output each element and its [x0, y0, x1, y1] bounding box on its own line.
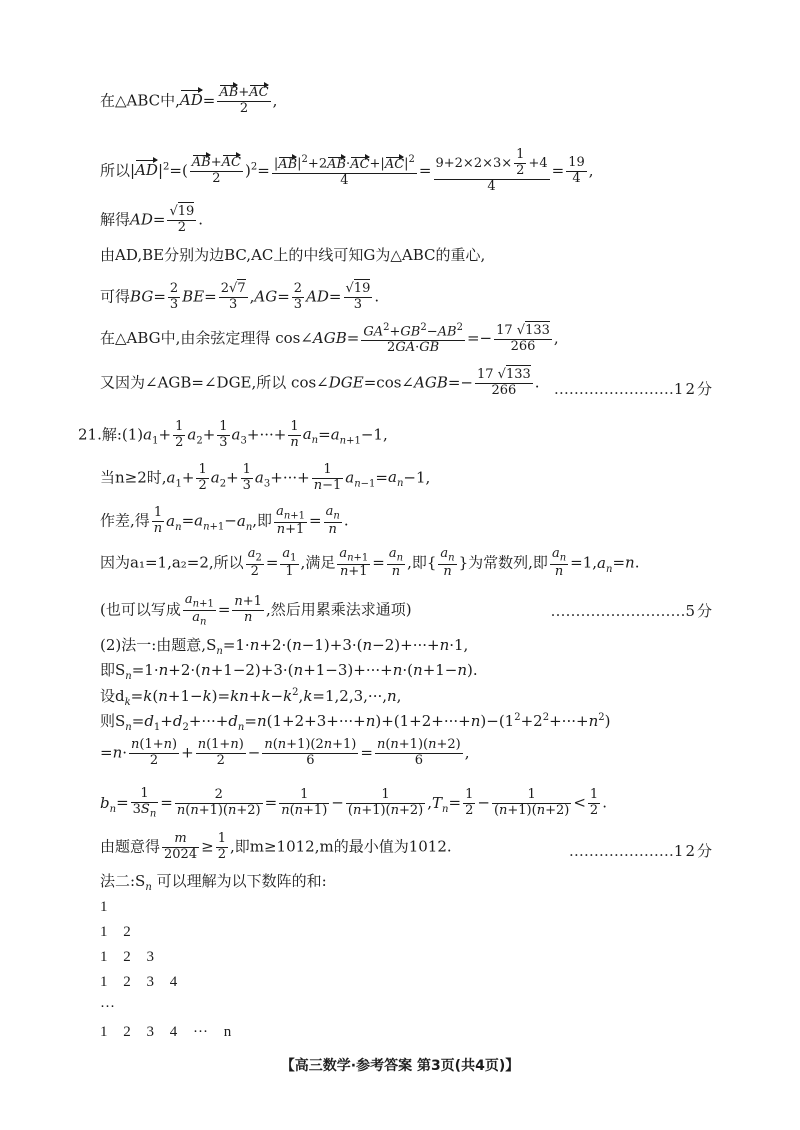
text: 因为a₁=1,a₂=2,所以: [100, 553, 244, 572]
line-cos-dge: 又因为∠AGB=∠DGE,所以 cos∠DGE=cos∠AGB=− $\frac{17 √ 133}{266}$ .: [100, 368, 540, 399]
line-method-one: (2)法一:由题意$,S_n=1\cdot n+2\cdot(n-1)+3\cdot(n-2)+\cdot\cdot\cdot+n\cdot 1$,: [100, 636, 469, 657]
text: 法二:S: [100, 872, 146, 890]
text: 9+2×2×3×: [435, 155, 513, 171]
text: 设d: [100, 687, 125, 705]
text: 所以: [100, 161, 131, 180]
line-dk: 设$d_k=k(n+1-k)=kn+k-k^2,k=1,2,3,\cdot\cdot\cdot,n$,: [100, 687, 402, 708]
text: 可以理解为以下数阵的和:: [156, 872, 327, 890]
text: 即S: [100, 661, 126, 679]
text: ,然后用累乘法求通项): [265, 600, 412, 619]
line-n-geq-2: 当n≥2时$,a_1+$ $\frac{1}{2}$ $a_2+$ $\frac{1}{3}$ $a_3+\cdot\cdot\cdot+$ $\frac{1}{n-1}$ $a_{n-1}=a_n-1$,: [100, 462, 431, 493]
text: 又因为∠AGB=∠DGE,所以: [100, 373, 287, 392]
matrix-row: ···: [100, 999, 115, 1015]
text: 5分: [685, 602, 714, 620]
line-sn-sum: 则$S_n=d_1+d_2+\cdot\cdot\cdot+d_n=n(1+2+3+\cdot\cdot\cdot+n)+(1+2+\cdot\cdot\cdot+n)-(1^2+2^2+\cdot\cdot\cdot+n^2)$: [100, 712, 611, 733]
line-bn-tn: $b_n=$ $\frac{1}{3S_n}$ = $\frac{2}{n(n+1)(n+2)}$ = $\frac{1}{n(n+1)}$ − $\frac{1}{(n+1)(n+2)}$ $,T_n=$ $\frac{1}{2}$ − $\frac{1}{(n+1)(n+2)}$ < $\frac{1}{2}$ .: [100, 786, 607, 820]
matrix-row: 1 2 3: [100, 949, 154, 965]
line-method-two: 法二$:S_n$ 可以理解为以下数阵的和:: [100, 872, 327, 893]
text: 在△ABC中,: [100, 91, 180, 110]
line-q21-start: 21.解$:(1)a_1+$ $\frac{1}{2}$ $a_2+$ $\frac{1}{3}$ $a_3+\cdot\cdot\cdot+$ $\frac{1}{n}$ $a_n=a_{n+1}-1$,: [78, 419, 388, 450]
matrix-row: 1 2 3 4 ··· n: [100, 1024, 232, 1040]
text: (2)法一:由题意,S: [100, 636, 217, 654]
text: 则S: [100, 712, 126, 730]
text: 12分: [673, 842, 714, 860]
matrix-row: 1: [100, 899, 108, 915]
text: 21.解:(1): [78, 425, 144, 444]
line-constant-sequence: 因为a₁=1,a₂=2,所以 $\frac{a_2}{2}$ = $\frac{a_1}{1}$ ,满足 $\frac{a_{n+1}}{n+1}$ = $\frac{a_n}{n}$ ,即{ $\frac{a_n}{n}$ }为常数列,即 $\frac{a_n}{n}$ $=1,a_n=n$.: [100, 546, 640, 580]
line-vector-ad: 在△ABC中,AD= $\frac{AB+AC}{2}$ ,: [100, 85, 278, 116]
matrix-row: 1 2 3 4: [100, 974, 178, 990]
line-sn-closed: =n· $\frac{n(1+n)}{2}$ + $\frac{n(1+n)}{2}$ − $\frac{n(n+1)(2n+1)}{6}$ = $\frac{n(n+1)(n+2)}{6}$ ,: [100, 737, 470, 768]
text: ,即m≥1012,m的最小值为1012.: [229, 837, 452, 856]
score-marker: ……………………12分: [553, 380, 714, 398]
line-cosine-law: 在△ABG中,由余弦定理得 cos∠AGB= $\frac{GA^2+GB^2-AB^2}{2GA\cdot GB}$ =− $\frac{17 √ 133}{266}$ ,: [100, 322, 559, 356]
line-ad-squared: 所以$|AD|^2=$( $\frac{AB+AC}{2}$ )$^2$= $\frac{|AB|^2+2AB\cdot AC+|AC|^2}{4}$ = 9+2×2×3× $\frac{1}{2}$ +4 4 = $\frac{19}{4}$ ,: [100, 147, 594, 194]
text: 当n≥2时,: [100, 468, 167, 487]
text: 解得: [100, 210, 131, 229]
text: 作差,得: [100, 511, 150, 530]
line-ad-value: 解得AD= √ $\frac{19}{2}$ .: [100, 205, 203, 236]
line-conclusion: 由题意得 $\frac{m}{2024}$ ≥ $\frac{1}{2}$ ,即m≥1012,m的最小值为1012.: [100, 831, 452, 862]
text: 可得: [100, 287, 131, 306]
text: (也可以写成: [100, 600, 181, 619]
line-alternative: (也可以写成 $\frac{a_{n+1}}{a_n}$ = $\frac{n+1}{n}$ ,然后用累乘法求通项): [100, 592, 412, 628]
line-bg-ag: 可得BG= $\frac{2}{3}$ BE= $\frac{2√ 7}{3}$ ,AG= $\frac{2}{3}$ AD= √ $\frac{19}{3}$ .: [100, 282, 379, 313]
line-centroid: 由AD,BE分别为边BC,AC上的中线可知G为△ABC的重心,: [100, 246, 486, 264]
score-marker: …………………12分: [568, 842, 714, 860]
text: 在△ABG中,由余弦定理得: [100, 329, 271, 348]
text: 由题意得: [100, 837, 161, 856]
text: 12分: [673, 380, 714, 398]
matrix-row: 1 2: [100, 924, 131, 940]
line-rewrite: 即$S_n=1\cdot n+2\cdot(n+1-2)+3\cdot(n+1-3)+\cdot\cdot\cdot+n\cdot(n+1-n)$.: [100, 661, 478, 682]
line-difference: 作差,得 $\frac{1}{n}$ $a_n=a_{n+1}-a_n$,即 $\frac{a_{n+1}}{n+1}$ = $\frac{a_n}{n}$ .: [100, 504, 349, 538]
page-footer: 【高三数学·参考答案 第3页(共4页)】: [280, 1058, 520, 1074]
score-marker: ………………………5分: [550, 602, 714, 620]
